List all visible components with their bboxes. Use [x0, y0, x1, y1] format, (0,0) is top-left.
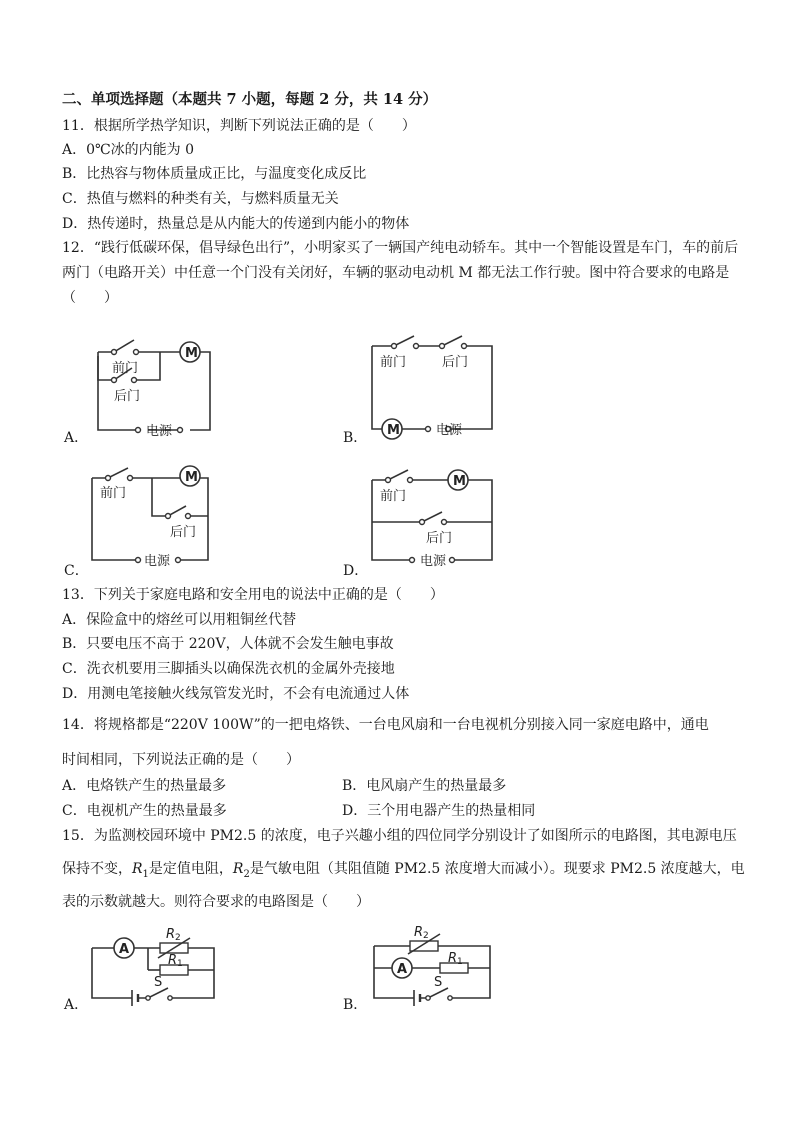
q12-circuit-c [88, 464, 218, 569]
q15-stem-line3: 表的示数就越大。则符合要求的电路图是（ ） [62, 894, 370, 910]
r2-sub: 2 [175, 933, 181, 943]
q13-option-d: D．用测电笔接触火线氖管发光时，不会有电流通过人体 [62, 686, 410, 702]
r1-label: R [168, 953, 178, 968]
q14-stem-line2: 时间相同，下列说法正确的是（ ） [62, 752, 300, 768]
q11-option-b: B．比热容与物体质量成正比，与温度变化成反比 [62, 166, 367, 182]
rear-door-label: 后门 [426, 531, 453, 546]
r2-label: R [166, 927, 176, 942]
q12-stem-line3: （ ） [62, 290, 118, 306]
q15-stem-line2 [62, 859, 745, 885]
q13-stem: 13．下列关于家庭电路和安全用电的说法中正确的是（ ） [62, 587, 444, 603]
motor-label: M [185, 346, 198, 361]
power-label: 电源 [144, 554, 171, 569]
rear-door-label: 后门 [442, 355, 469, 370]
power-label: 电源 [420, 554, 447, 569]
q15-circuit-b [370, 922, 500, 1002]
ammeter-label: A [119, 942, 130, 957]
section-title: 二、单项选择题（本题共 7 小题，每题 2 分，共 14 分） [62, 91, 438, 108]
q14-option-a: A．电烙铁产生的热量最多 [62, 778, 227, 794]
q12-option-c-label: C． [64, 563, 89, 579]
motor-label: M [387, 423, 400, 438]
r1-subscript: 1 [142, 868, 149, 880]
motor-label: M [453, 474, 466, 489]
front-door-label: 前门 [112, 361, 139, 376]
q13-option-c: C．洗衣机要用三脚插头以确保洗衣机的金属外壳接地 [62, 661, 395, 677]
q15-option-b-label: B． [343, 997, 368, 1013]
q15-circuit-a [88, 922, 228, 1002]
r2-subscript: 2 [243, 868, 250, 880]
q12-circuit-d [368, 464, 498, 569]
q11-option-d: D．热传递时，热量总是从内能大的传递到内能小的物体 [62, 216, 410, 232]
r1-symbol: R [132, 861, 143, 877]
q15-stem-text: 保持不变， [62, 861, 132, 877]
q11-stem: 11．根据所学热学知识，判断下列说法正确的是（ ） [62, 118, 416, 134]
r2-symbol: R [232, 861, 244, 877]
front-door-label: 前门 [380, 489, 407, 504]
q12-option-d-label: D． [343, 563, 369, 579]
r1-sub: 1 [457, 957, 463, 967]
q15-stem-line1: 15．为监测校园环境中 PM2.5 的浓度，电子兴趣小组的四位同学分别设计了如图所示的电路图，其电源电压 [62, 828, 737, 844]
rear-door-label: 后门 [114, 389, 141, 404]
q14-stem-line1: 14．将规格都是“220V 100W”的一把电烙铁、一台电风扇和一台电视机分别接入同一家庭电路中，通电 [62, 717, 709, 733]
q12-circuit-b [368, 336, 498, 438]
q12-stem-line1: 12．“践行低碳环保，倡导绿色出行”，小明家买了一辆国产纯电动轿车。其中一个智能设置是车门，车的前后 [62, 240, 739, 256]
q12-option-b-label: B． [343, 430, 368, 446]
power-label: 电源 [436, 423, 463, 438]
motor-label: M [185, 470, 198, 485]
r2-sub: 2 [423, 931, 429, 941]
q14-option-c: C．电视机产生的热量最多 [62, 803, 227, 819]
r1-sub: 1 [177, 959, 183, 969]
r1-label: R [448, 951, 458, 966]
q12-stem-line2: 两门（电路开关）中任意一个门没有关闭好，车辆的驱动电动机 M 都无法工作行驶。图中符合要求的电路是 [62, 265, 730, 281]
power-label: 电源 [146, 424, 173, 439]
q14-option-b: B．电风扇产生的热量最多 [342, 778, 507, 794]
front-door-label: 前门 [380, 355, 407, 370]
q12-option-a-label: A． [64, 430, 89, 446]
rear-door-label: 后门 [170, 525, 197, 540]
q15-option-a-label: A． [64, 997, 89, 1013]
q15-stem-text: 是气敏电阻（其阻值随 PM2.5 浓度增大而减小）。现要求 PM2.5 浓度越大，电 [249, 861, 745, 877]
q12-circuit-a [88, 326, 228, 438]
front-door-label: 前门 [100, 486, 127, 501]
r2-label: R [414, 925, 424, 940]
q13-option-a: A．保险盒中的熔丝可以用粗铜丝代替 [62, 612, 297, 628]
q11-option-c: C．热值与燃料的种类有关，与燃料质量无关 [62, 191, 339, 207]
q11-option-a: A．0℃冰的内能为 0 [62, 142, 195, 158]
q15-stem-text: 是定值电阻， [148, 861, 233, 877]
q13-option-b: B．只要电压不高于 220V，人体就不会发生触电事故 [62, 636, 394, 652]
ammeter-label: A [397, 962, 408, 977]
switch-label: S [154, 975, 163, 990]
switch-label: S [434, 975, 443, 990]
q14-option-d: D．三个用电器产生的热量相同 [342, 803, 536, 819]
